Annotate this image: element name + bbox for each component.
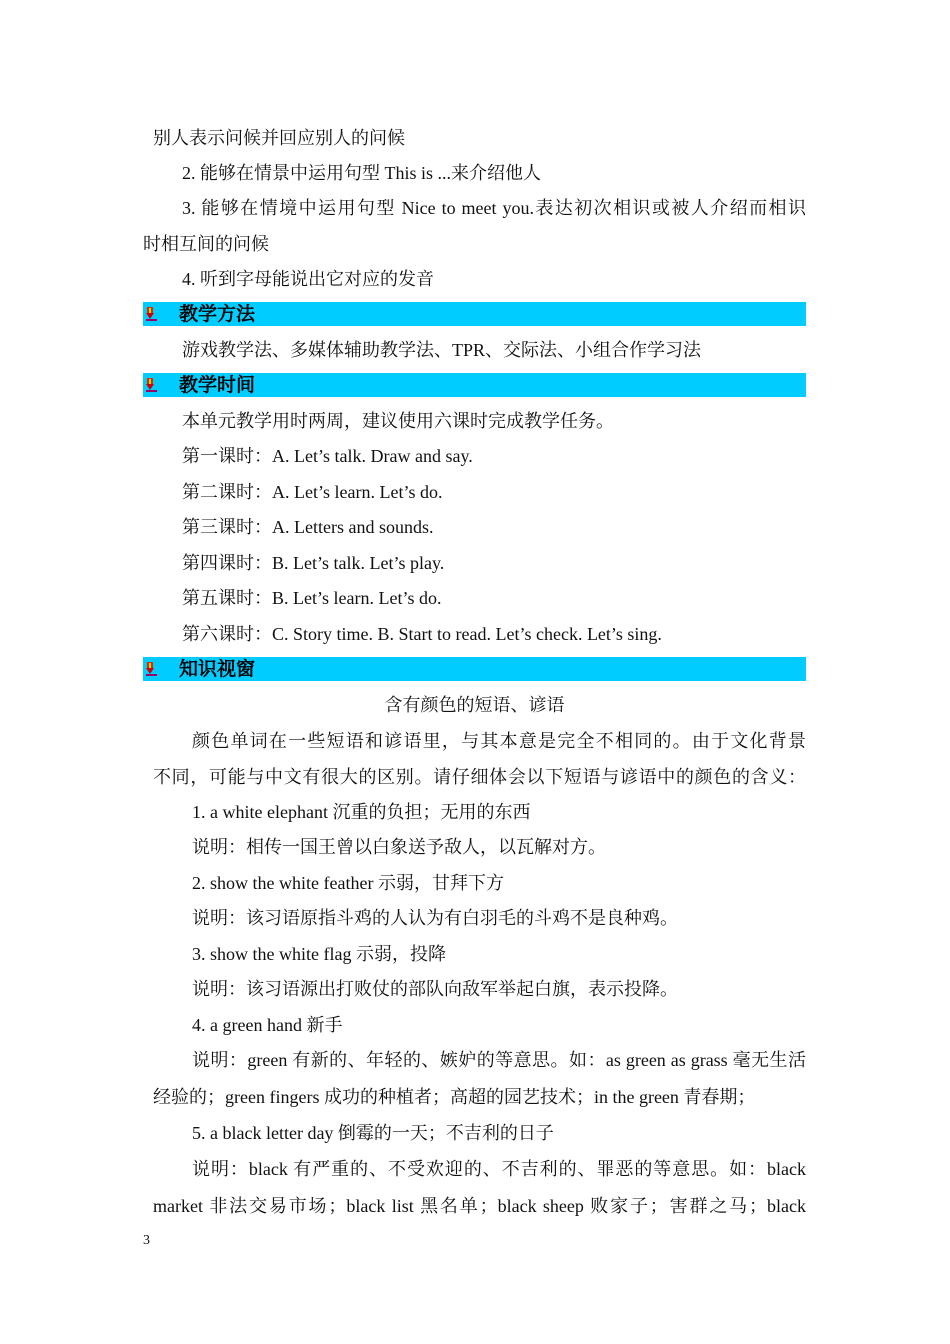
section-heading-knowledge-label: 知识视窗: [179, 658, 256, 680]
section-heading-schedule: [143, 373, 806, 397]
objective-item-3: 3. 能够在情境中运用句型 Nice to meet you.表达初次相识或被人介绍而相识: [182, 198, 806, 218]
phrase-explanation: 说明：该习语原指斗鸡的人认为有白羽毛的斗鸡不是良种鸡。: [192, 908, 678, 928]
phrase-explanation: 说明：该习语源出打败仗的部队向敌军举起白旗，表示投降。: [192, 979, 678, 999]
objective-item-4: 4. 听到字母能说出它对应的发音: [182, 269, 434, 289]
section-heading-methods: [143, 302, 806, 326]
phrase-explanation: 说明：相传一国王曾以白象送予敌人，以瓦解对方。: [192, 837, 606, 857]
knowledge-intro-cont: 不同，可能与中文有很大的区别。请仔细体会以下短语与谚语中的颜色的含义：: [153, 767, 806, 787]
section-heading-schedule-label: 教学时间: [179, 374, 256, 396]
bookmark-arrow-icon: [146, 662, 159, 676]
phrase-item: 5. a black letter day 倒霉的一天；不吉利的日子: [192, 1123, 554, 1143]
phrase-item: 3. show the white flag 示弱，投降: [192, 944, 446, 964]
section-heading-knowledge: [143, 657, 806, 681]
page-number: 3: [143, 1233, 150, 1248]
section-heading-methods-label: 教学方法: [179, 303, 256, 325]
lesson-line: 第六课时：C. Story time. B. Start to read. Let’s check. Let’s sing.: [182, 624, 662, 644]
phrase-explanation-black: 说明：black 有严重的、不受欢迎的、不吉利的、罪恶的等意思。如：black: [192, 1159, 806, 1179]
knowledge-intro: 颜色单词在一些短语和谚语里，与其本意是完全不相同的。由于文化背景: [192, 731, 806, 751]
schedule-intro: 本单元教学用时两周，建议使用六课时完成教学任务。: [182, 411, 614, 431]
lesson-line: 第五课时：B. Let’s learn. Let’s do.: [182, 588, 442, 608]
phrase-item: 4. a green hand 新手: [192, 1015, 343, 1035]
objective-item-3-cont: 时相互间的问候: [143, 234, 269, 254]
phrase-explanation-green-cont: 经验的；green fingers 成功的种植者；高超的园艺技术；in the green 青春期；: [153, 1087, 756, 1107]
lesson-line: 第一课时：A. Let’s talk. Draw and say.: [182, 446, 473, 466]
bookmark-arrow-icon: [146, 307, 159, 321]
bookmark-arrow-icon: [146, 378, 159, 392]
lesson-line: 第二课时：A. Let’s learn. Let’s do.: [182, 482, 443, 502]
phrase-item: 1. a white elephant 沉重的负担；无用的东西: [192, 802, 531, 822]
lesson-line: 第三课时：A. Letters and sounds.: [182, 517, 434, 537]
lesson-line: 第四课时：B. Let’s talk. Let’s play.: [182, 553, 445, 573]
methods-text: 游戏教学法、多媒体辅助教学法、TPR、交际法、小组合作学习法: [182, 340, 702, 360]
phrase-explanation-green: 说明：green 有新的、年轻的、嫉妒的等意思。如：as green as grass 毫无生活: [192, 1050, 806, 1070]
knowledge-subtitle: 含有颜色的短语、谚语: [384, 695, 565, 715]
phrase-item: 2. show the white feather 示弱，甘拜下方: [192, 873, 504, 893]
phrase-explanation-black-cont: market 非法交易市场；black list 黑名单；black sheep 败家子；害群之马；black: [153, 1196, 806, 1216]
objective-line-continuation: 别人表示问候并回应别人的问候: [153, 128, 405, 148]
objective-item-2: 2. 能够在情景中运用句型 This is ...来介绍他人: [182, 163, 542, 183]
